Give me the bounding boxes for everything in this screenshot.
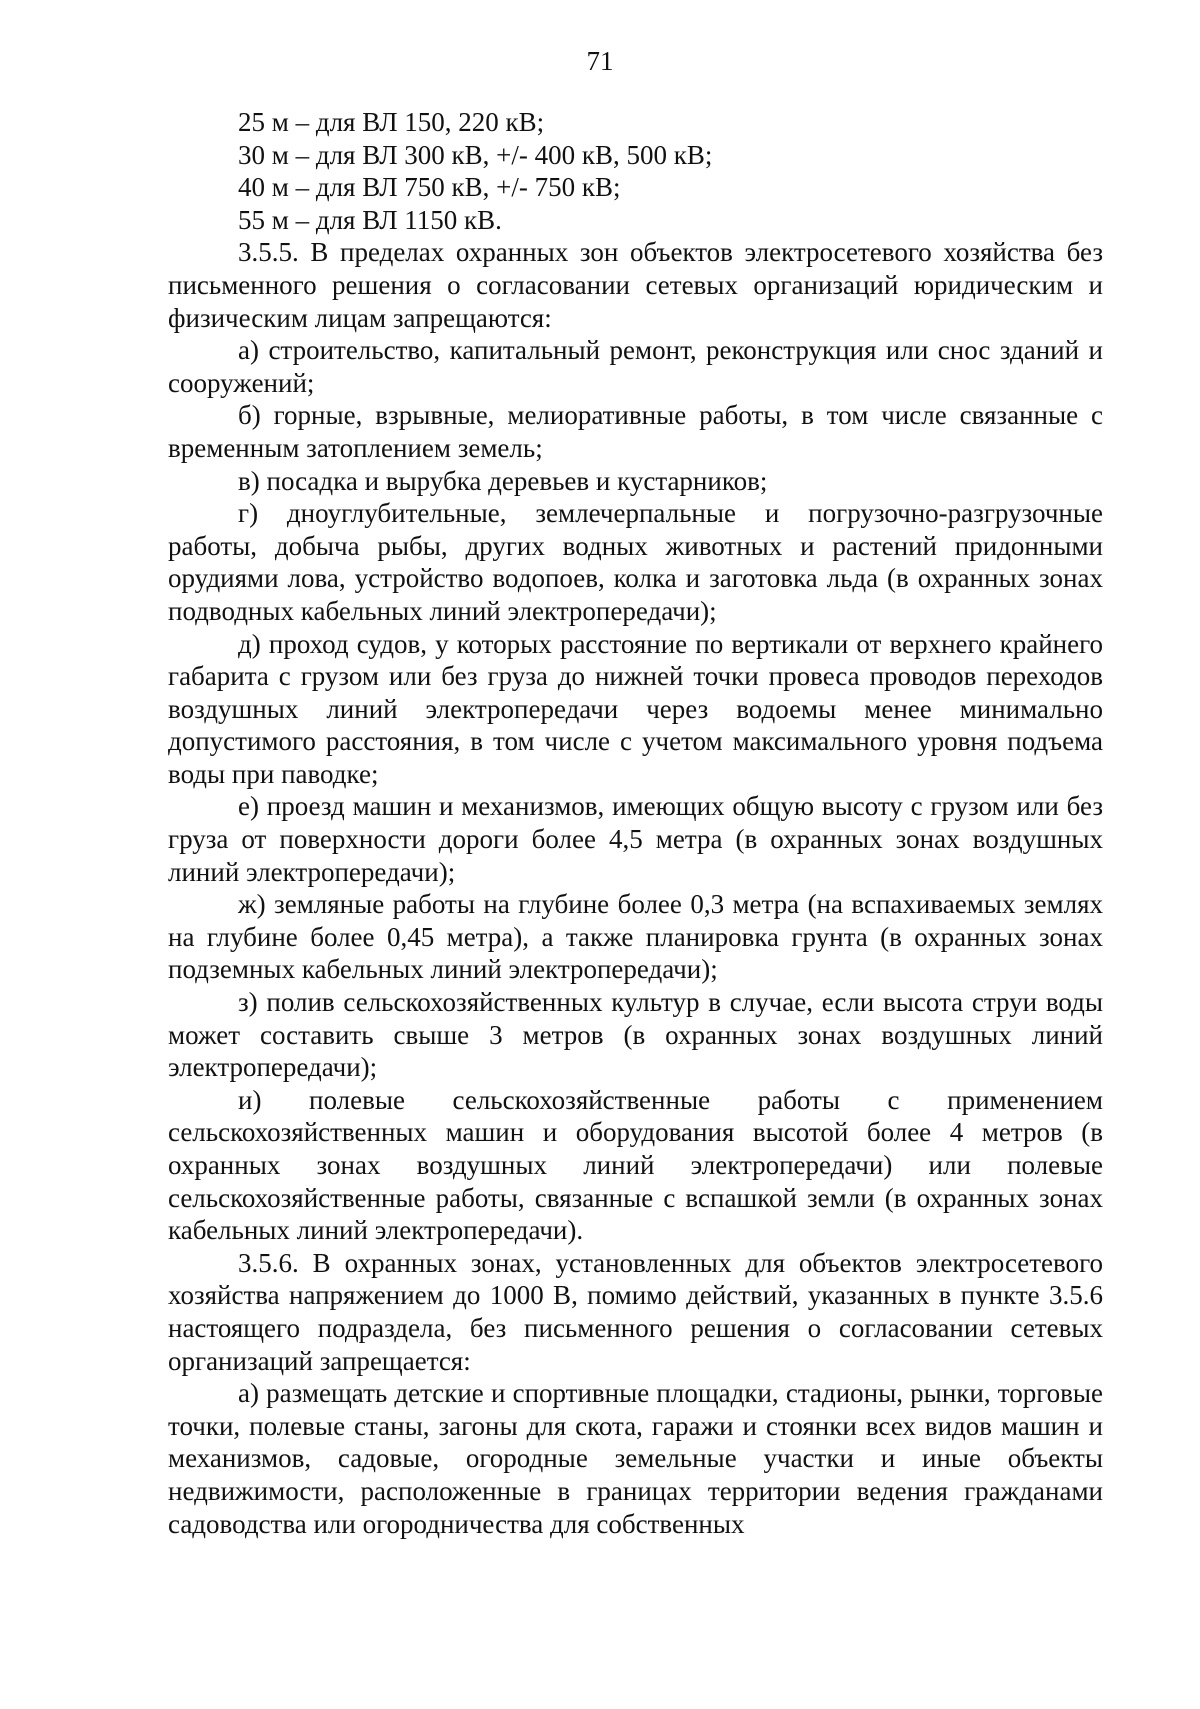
distance-line-300-500kv: 30 м – для ВЛ 300 кВ, +/- 400 кВ, 500 кВ;: [238, 139, 713, 170]
item-g-dredging: г) дноуглубительные, землечерпальные и погрузочно-разгрузочные работы, добыча рыбы, других водных животных и растений придонными орудиями лова, устройство водопоев, колка и заготовка льда (в охранных зонах подводных кабельных линий электропередачи);: [168, 498, 1103, 626]
page-body: [168, 106, 1103, 1540]
distance-line-150-220kv: 25 м – для ВЛ 150, 220 кВ;: [238, 107, 545, 137]
distance-line-750kv: 40 м – для ВЛ 750 кВ, +/- 750 кВ;: [238, 172, 621, 203]
item-zh-earthworks: ж) земляные работы на глубине более 0,3 метра (на вспахиваемых землях на глубине более 0,45 метра), а также планировка грунта (в охранных зонах подземных кабельных линий электропередачи);: [168, 889, 1103, 985]
item-z-irrigation: з) полив сельскохозяйственных культур в случае, если высота струи воды может составить свыше 3 метров (в охранных зонах воздушных линий электропередачи);: [168, 987, 1103, 1083]
item-a-construction: а) строительство, капитальный ремонт, реконструкция или снос зданий и сооружений;: [168, 335, 1103, 398]
item-v-trees: в) посадка и вырубка деревьев и кустарников;: [238, 465, 768, 496]
item-e-vehicles: е) проезд машин и механизмов, имеющих общую высоту с грузом или без груза от поверхности дороги более 4,5 метра (в охранных зонах воздушных линий электропередачи);: [168, 791, 1103, 887]
page-number: 71: [586, 46, 614, 76]
clause-3-5-5: 3.5.5. В пределах охранных зон объектов электросетевого хозяйства без письменного решения о согласовании сетевых организаций юридическим и физическим лицам запрещаются:: [168, 237, 1103, 333]
distance-line-1150kv: 55 м – для ВЛ 1150 кВ.: [238, 204, 502, 235]
item-i-field-works: и) полевые сельскохозяйственные работы с применением сельскохозяйственных машин и оборудования высотой более 4 метров (в охранных зонах воздушных линий электропередачи) или полевые сельскохозяйственные работы, связанные с вспашкой земли (в охранных зонах кабельных линий электропередачи).: [168, 1084, 1103, 1246]
clause-3-5-6: 3.5.6. В охранных зонах, установленных для объектов электросетевого хозяйства напряжением до 1000 В, помимо действий, указанных в пункте 3.5.6 настоящего подраздела, без письменного решения о согласовании сетевых организаций запрещается:: [168, 1247, 1103, 1376]
item-b-mining: б) горные, взрывные, мелиоративные работы, в том числе связанные с временным затоплением земель;: [168, 400, 1103, 463]
item-d-vessels: д) проход судов, у которых расстояние по вертикали от верхнего крайнего габарита с грузом или без груза до нижней точки провеса проводов переходов воздушных линий электропередачи через водоемы менее минимально допустимого расстояния, в том числе с учетом максимального уровня подъема воды при паводке;: [168, 628, 1103, 789]
item-a-placement: а) размещать детские и спортивные площадки, стадионы, рынки, торговые точки, полевые станы, загоны для скота, гаражи и стоянки всех видов машин и механизмов, садовые, огородные земельные участки и иные объекты недвижимости, расположенные в границах территории ведения гражданами садоводства или огородничества для собственных: [168, 1378, 1103, 1539]
